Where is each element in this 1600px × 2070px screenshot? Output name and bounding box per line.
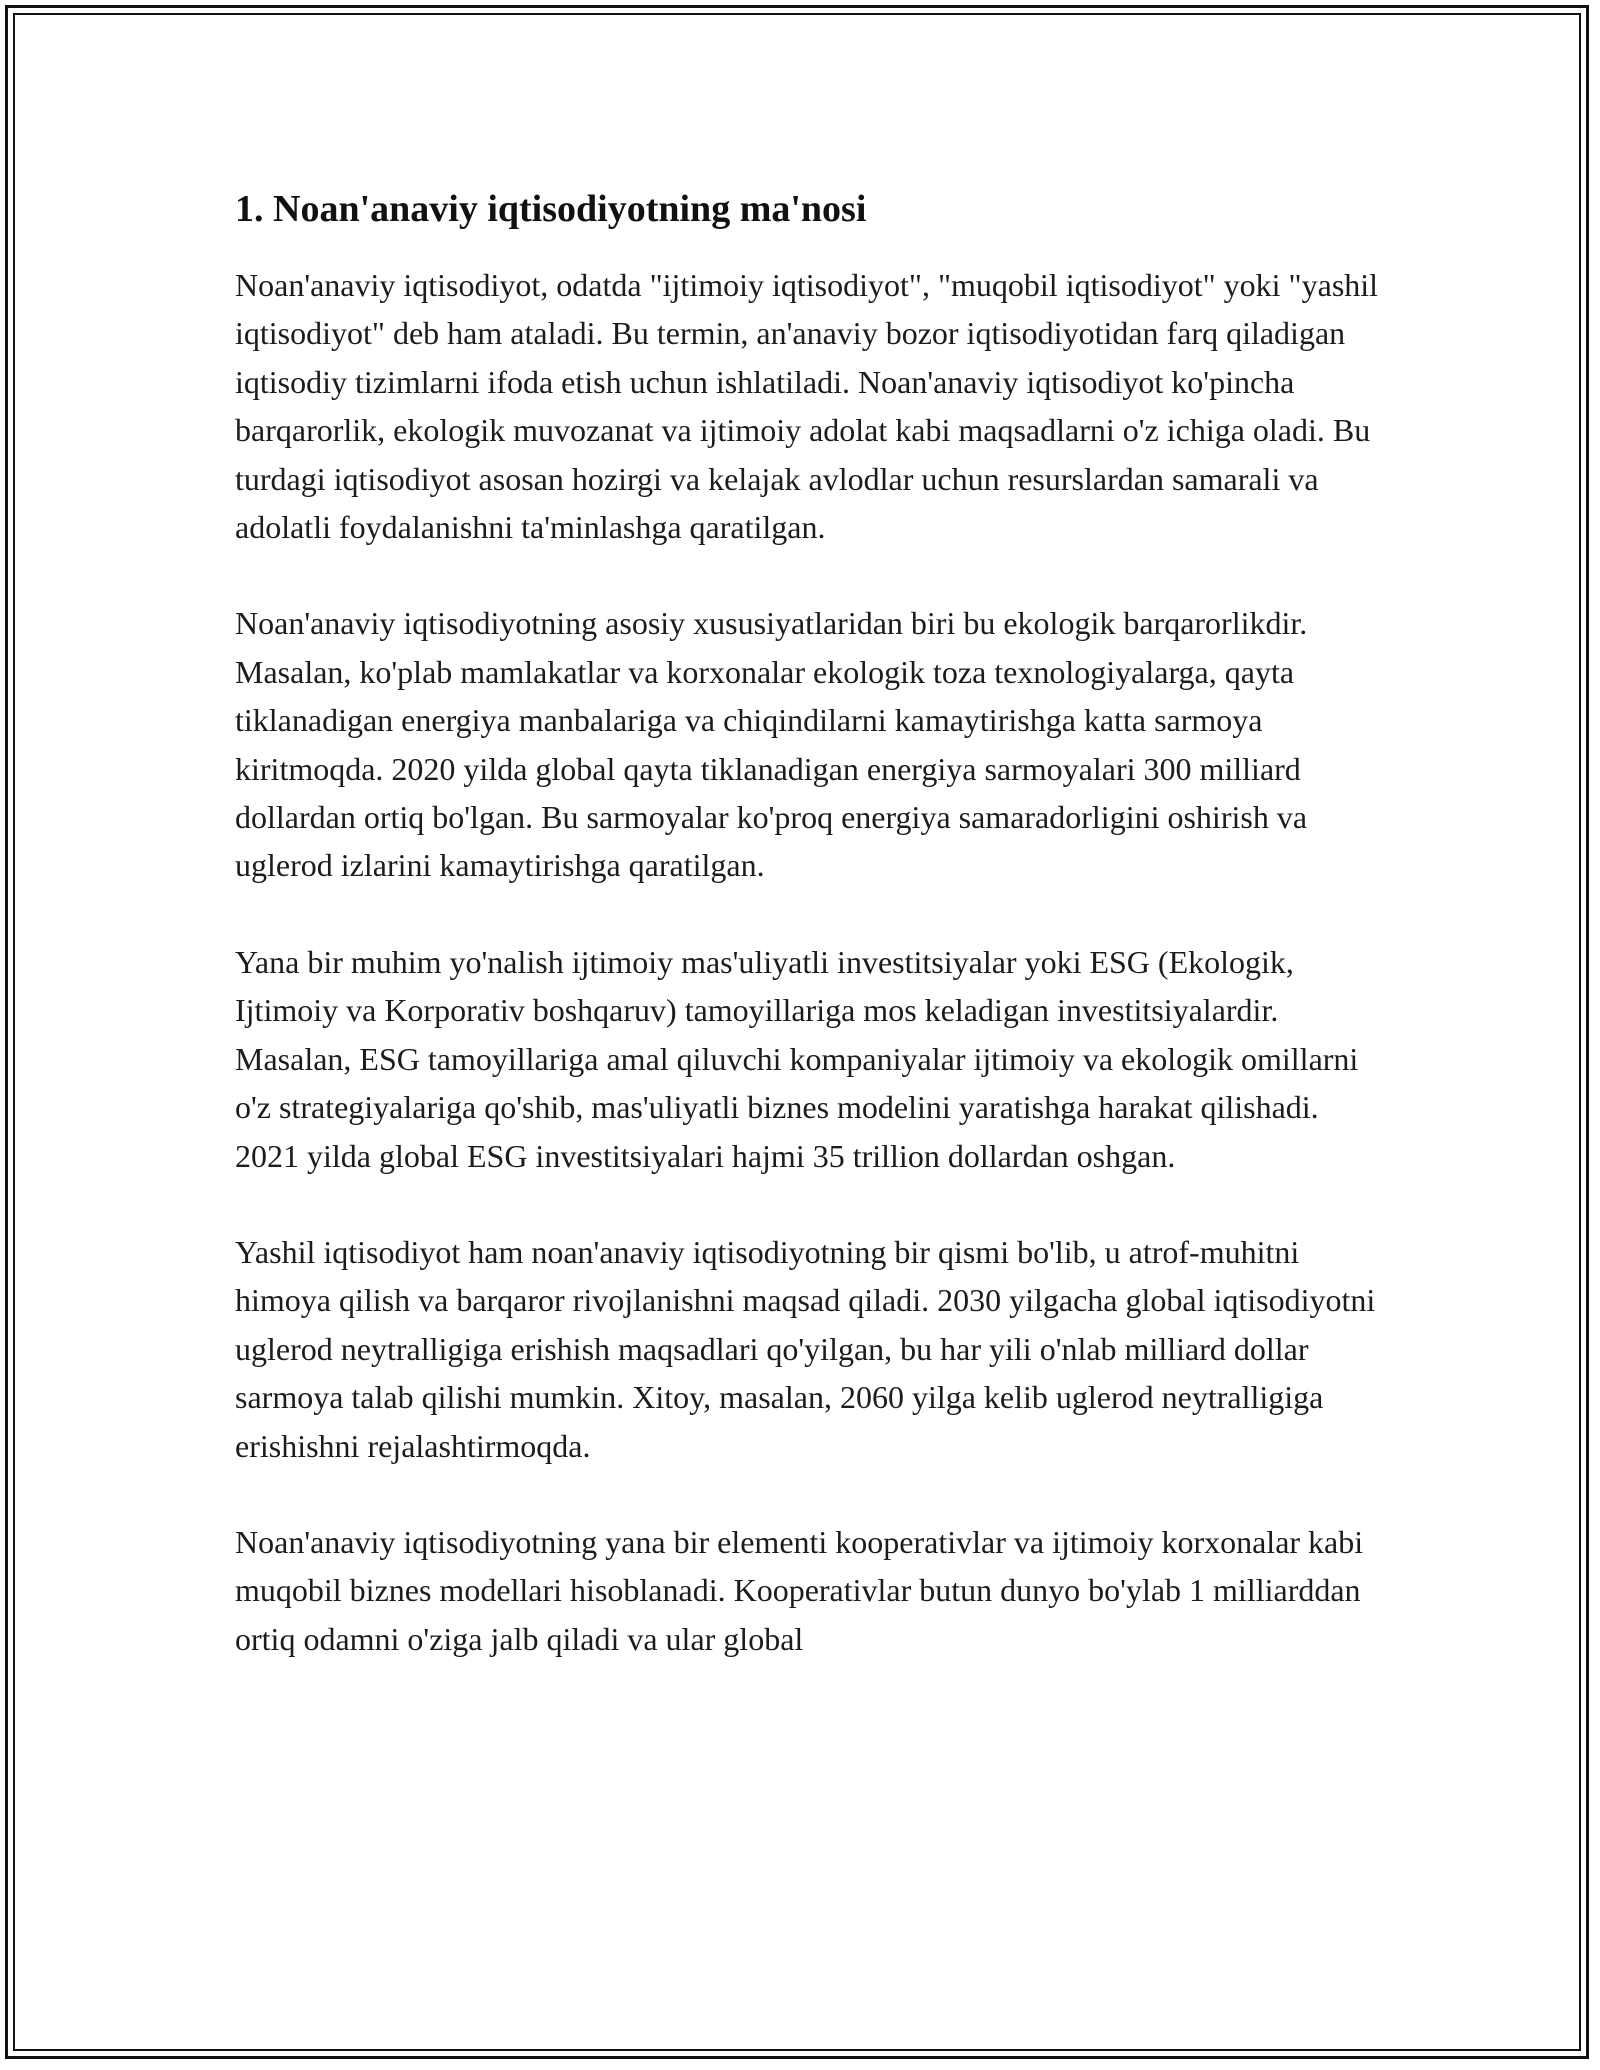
- document-body: [235, 185, 1385, 1711]
- paragraph-1: Noan'anaviy iqtisodiyot, odatda "ijtimoiy iqtisodiyot", "muqobil iqtisodiyot" yoki "yashil iqtisodiyot" deb ham ataladi. Bu termin, an'anaviy bozor iqtisodiyotidan farq qiladigan iqtisodiy tizimlarni ifoda etish uchun ishlatiladi. Noan'anaviy iqtisodiyot ko'pincha barqarorlik, ekologik muvozanat va ijtimoiy adolat kabi maqsadlarni o'z ichiga oladi. Bu turdagi iqtisodiyot asosan hozirgi va kelajak avlodlar uchun resurslardan samarali va adolatli foydalanishni ta'minlashga qaratilgan.: [235, 267, 1379, 546]
- paragraph-3: Yana bir muhim yo'nalish ijtimoiy mas'uliyatli investitsiyalar yoki ESG (Ekologik, Ijtimoiy va Korporativ boshqaruv) tamoyillariga mos keladigan investitsiyalardir. Masalan, ESG tamoyillariga amal qiluvchi kompaniyalar ijtimoiy va ekologik omillarni o'z strategiyalariga qo'shib, mas'uliyatli biznes modelini yaratishga harakat qilishadi. 2021 yilda global ESG investitsiyalari hajmi 35 trillion dollardan oshgan.: [235, 943, 1359, 1174]
- paragraph-5: Noan'anaviy iqtisodiyotning yana bir elementi kooperativlar va ijtimoiy korxonalar kabi muqobil biznes modellari hisoblanadi. Kooperativlar butun dunyo bo'ylab 1 milliarddan ortiq odamni o'ziga jalb qiladi va ular global: [235, 1523, 1364, 1657]
- paragraph-4: Yashil iqtisodiyot ham noan'anaviy iqtisodiyotning bir qismi bo'lib, u atrof-muhitni himoya qilish va barqaror rivojlanishni maqsad qiladi. 2030 yilgacha global iqtisodiyotni uglerod neytralligiga erishish maqsadlari qo'yilgan, bu har yili o'nlab milliard dollar sarmoya talab qilishi mumkin. Xitoy, masalan, 2060 yilga kelib uglerod neytralligiga erishishni rejalashtirmoqda.: [235, 1233, 1376, 1464]
- section-heading: 1. Noan'anaviy iqtisodiyotning ma'nosi: [235, 188, 867, 230]
- paragraph-2: Noan'anaviy iqtisodiyotning asosiy xususiyatlaridan biri bu ekologik barqarorlikdir. Masalan, ko'plab mamlakatlar va korxonalar ekologik toza texnologiyalarga, qayta tiklanadigan energiya manbalariga va chiqindilarni kamaytirishga katta sarmoya kiritmoqda. 2020 yilda global qayta tiklanadigan energiya sarmoyalari 300 milliard dollardan ortiq bo'lgan. Bu sarmoyalar ko'proq energiya samaradorligini oshirish va uglerod izlarini kamaytirishga qaratilgan.: [235, 605, 1308, 884]
